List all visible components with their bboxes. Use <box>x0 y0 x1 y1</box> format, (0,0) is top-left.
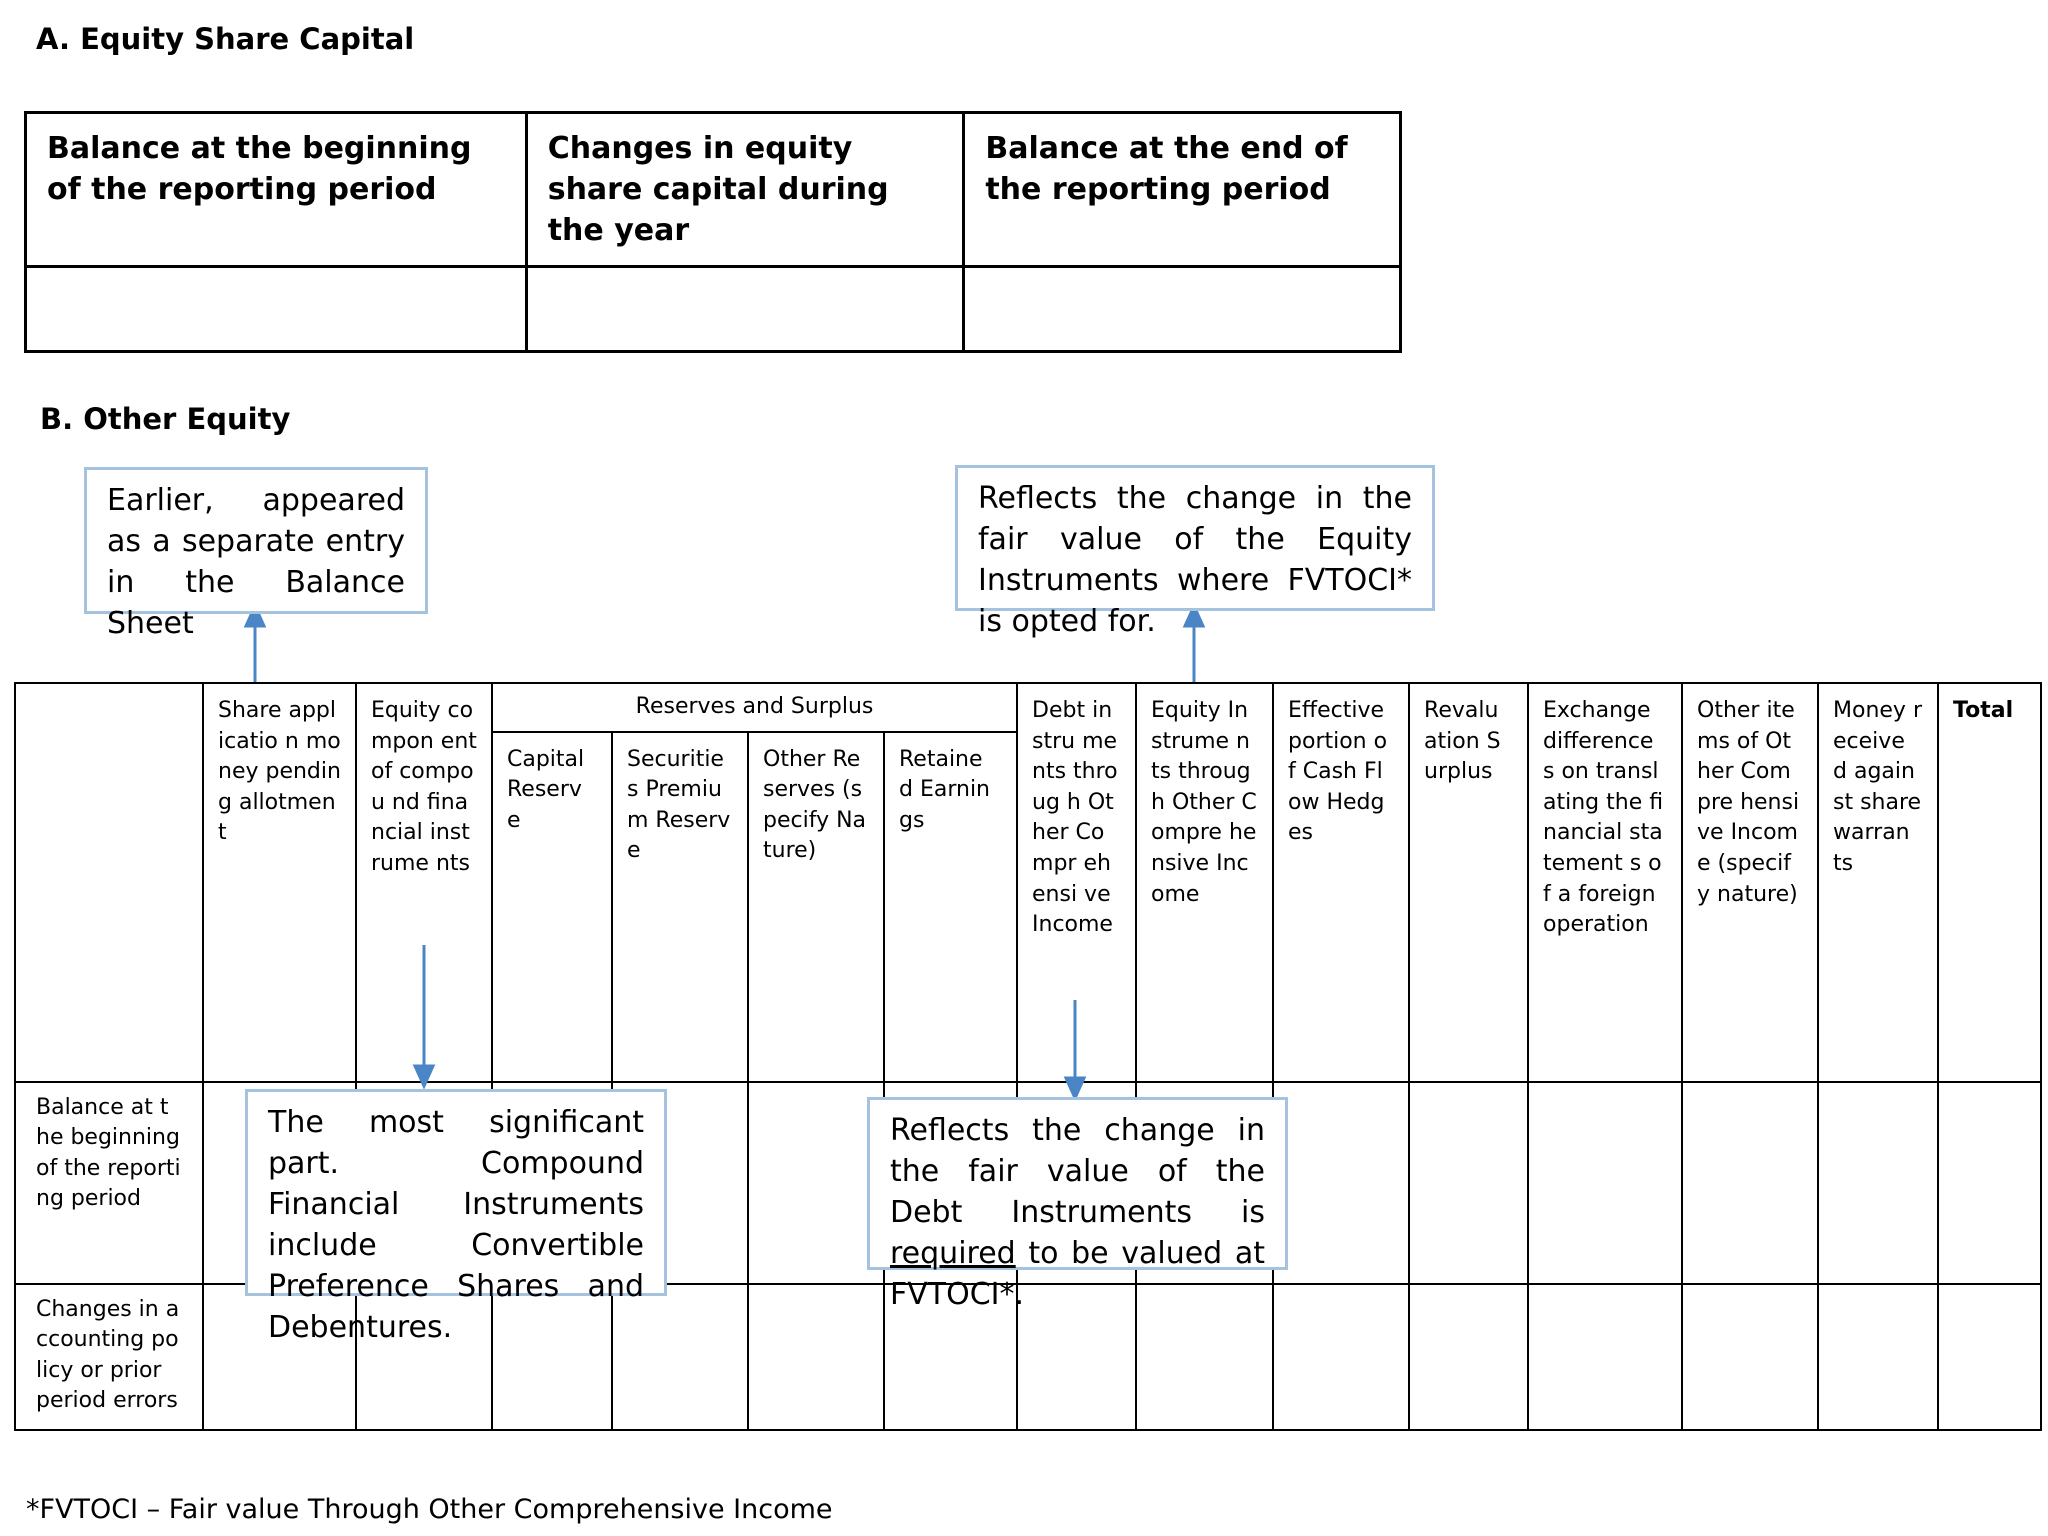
col-retained-earnings: Retaine d Earnings <box>884 732 1017 1082</box>
col-group-reserves-surplus: Reserves and Surplus <box>492 683 1017 732</box>
table-cell <box>1818 1082 1938 1284</box>
table-cell <box>1682 1284 1818 1430</box>
col-securities-premium: Securitie s Premiu m Reserve <box>612 732 748 1082</box>
table-cell <box>1017 1284 1136 1430</box>
col-other-items-oci: Other items of Other Compre hensive Income (specify nature) <box>1682 683 1818 1082</box>
equity-share-capital-table <box>24 111 1402 353</box>
col-balance-beginning: Balance at the beginning of the reporting period <box>26 113 527 267</box>
table-cell <box>1682 1082 1818 1284</box>
table-cell <box>964 267 1401 352</box>
col-share-application: Share applicatio n money pending allotment <box>203 683 356 1082</box>
callout-compound-instruments-note: The most significant part. Compound Financial Instruments include Convertible Preference Shares and Debentures. <box>245 1089 667 1296</box>
table-cell <box>748 1082 884 1284</box>
table-cell <box>1136 1284 1273 1430</box>
row-label-changes-accounting-policy: Changes in accounting policy or prior period errors <box>15 1284 203 1430</box>
table-cell <box>1528 1284 1682 1430</box>
col-capital-reserve: Capital Reserv e <box>492 732 612 1082</box>
col-money-received-warrants: Money receive d against share warran ts <box>1818 683 1938 1082</box>
row-label-balance-beginning: Balance at the beginning of the reporting period <box>15 1082 203 1284</box>
callout-debt-instruments-note <box>867 1097 1288 1312</box>
row-label-header <box>15 683 203 1082</box>
callout-debt-text-underlined: required <box>890 1236 1016 1271</box>
table-cell <box>1528 1082 1682 1284</box>
callout-equity-instruments-note: Reflects the change in the fair value of the Equity Instruments where FVTOCI* is opted for. <box>955 465 1435 611</box>
table-cell <box>1818 1284 1938 1430</box>
table-cell <box>1938 1284 2041 1430</box>
section-a-title: A. Equity Share Capital <box>36 22 415 56</box>
table-cell <box>1273 1082 1409 1284</box>
col-equity-component: Equity compon ent of compou nd financial instrume nts <box>356 683 492 1082</box>
table-cell <box>1409 1284 1528 1430</box>
footnote: *FVTOCI – Fair value Through Other Comprehensive Income <box>26 1494 833 1525</box>
table-cell <box>26 267 527 352</box>
col-revaluation-surplus: Revalu ation Surplus <box>1409 683 1528 1082</box>
col-debt-instruments-oci: Debt instru ments throug h Other Compr ehensi ve Income <box>1017 683 1136 1082</box>
table-cell <box>1938 1082 2041 1284</box>
table-cell <box>1273 1284 1409 1430</box>
col-exchange-differences: Exchange difference s on translating the financial statement s of a foreign operation <box>1528 683 1682 1082</box>
col-equity-instruments-oci: Equity Instrume nts through Other Compre hensive Income <box>1136 683 1273 1082</box>
col-other-reserves: Other Reserves (specify Nature) <box>748 732 884 1082</box>
table-cell <box>1409 1082 1528 1284</box>
table-cell <box>526 267 964 352</box>
table-cell <box>748 1284 884 1430</box>
section-b-title: B. Other Equity <box>40 402 291 436</box>
col-total: Total <box>1938 683 2041 1082</box>
col-balance-end: Balance at the end of the reporting period <box>964 113 1401 267</box>
callout-debt-text-start: Reflects the change in the fair value of the Debt Instruments is <box>890 1113 1265 1230</box>
col-changes-during-year: Changes in equity share capital during the year <box>526 113 964 267</box>
col-cash-flow-hedges: Effective portion of Cash Flow Hedges <box>1273 683 1409 1082</box>
callout-share-application-note: Earlier, appeared as a separate entry in the Balance Sheet <box>84 467 428 614</box>
callout-debt-text-end: to be valued at FVTOCI*. <box>890 1236 1265 1312</box>
